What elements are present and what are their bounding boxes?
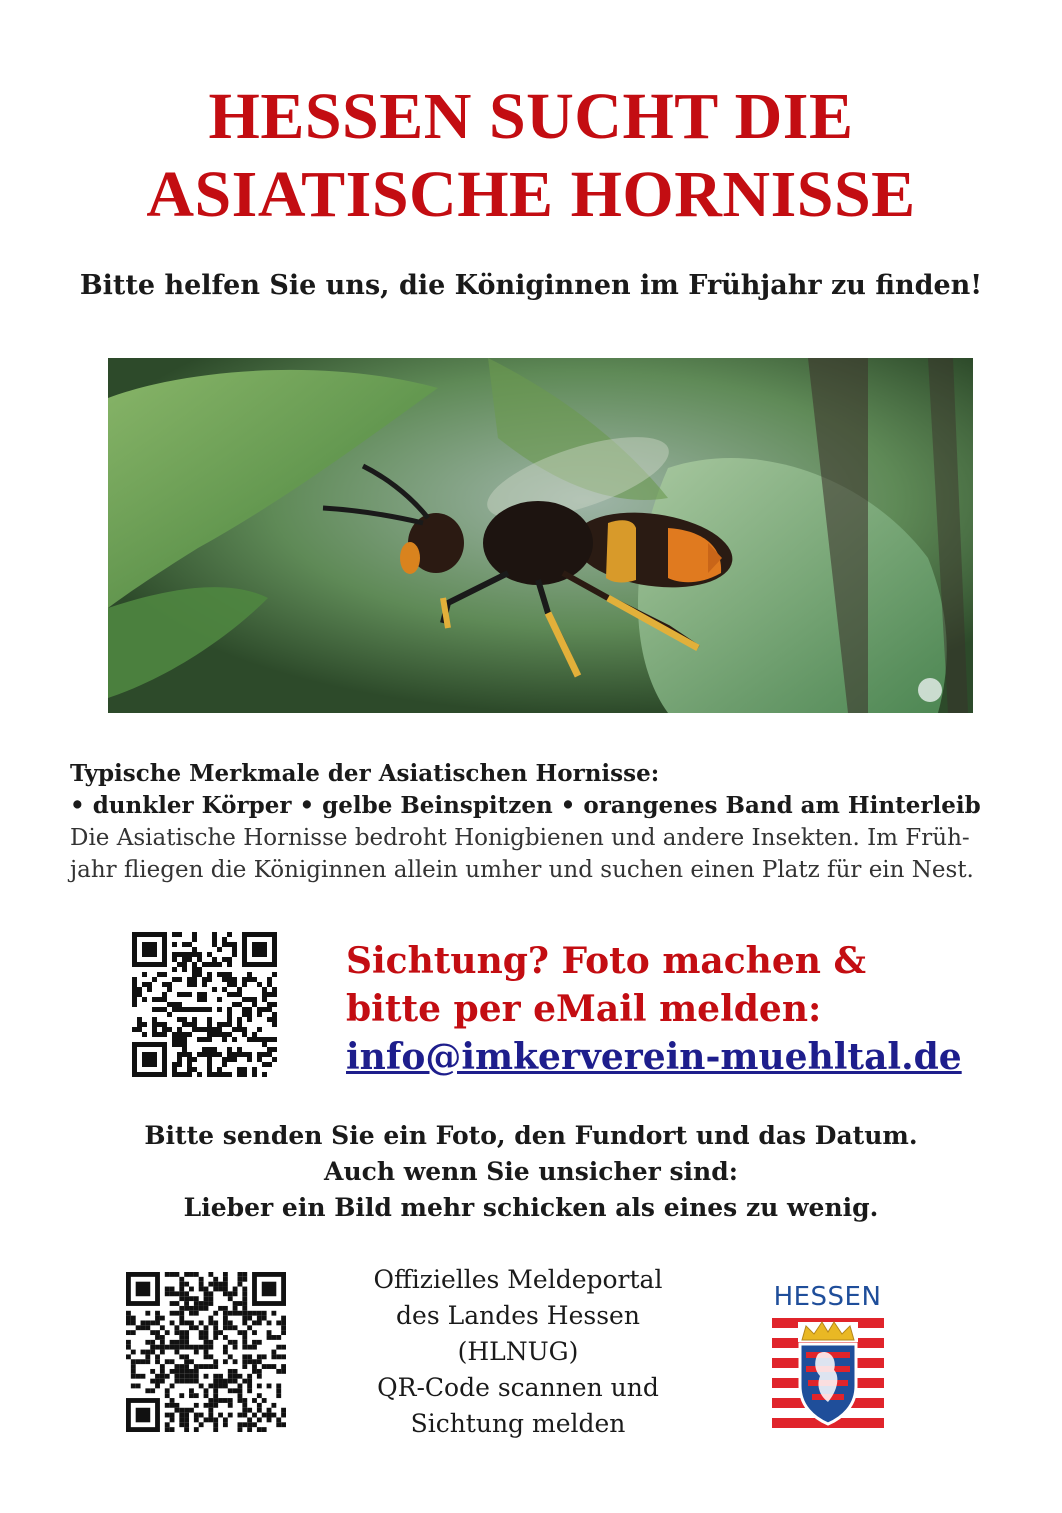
call-to-action [346,937,1026,1081]
features-traits: • dunkler Körper • gelbe Beinspitzen • orangenes Band am Hinterleib [70,792,981,819]
portal-line-4: QR-Code scannen und [377,1373,659,1402]
instructions-line-2: Auch wenn Sie unsicher sind: [324,1157,738,1186]
features-description-1: Die Asiatische Hornisse bedroht Honigbienen und andere Insekten. Im Früh- [70,825,970,851]
features-description-2: jahr fliegen die Königinnen allein umher und suchen einen Platz für ein Nest. [70,857,974,883]
instructions [0,1118,1062,1226]
features-section [70,758,1010,886]
subtitle: Bitte helfen Sie uns, die Königinnen im Frühjahr zu finden! [79,270,983,301]
hornet-photo [108,358,973,713]
portal-line-5: Sichtung melden [410,1409,626,1438]
features-heading: Typische Merkmale der Asiatischen Hornisse: [70,760,660,787]
page-title [0,78,1062,234]
instructions-line-3: Lieber ein Bild mehr schicken als eines zu wenig. [183,1193,879,1222]
title-line-1: HESSEN SUCHT DIE [208,80,854,153]
portal-line-3: (HLNUG) [457,1337,579,1366]
cta-line-2: bitte per eMail melden: [346,988,822,1030]
email-link[interactable]: info@imkerverein-muehltal.de [346,1036,962,1078]
cta-line-1: Sichtung? Foto machen & [346,940,866,982]
portal-line-2: des Landes Hessen [396,1301,640,1330]
hessen-logo-text: HESSEN [773,1282,882,1312]
qr-code-email[interactable] [132,932,277,1077]
portal-info [340,1262,696,1442]
hornet-illustration [108,358,973,713]
qr-code-portal[interactable] [126,1272,286,1432]
title-line-2: ASIATISCHE HORNISSE [146,158,916,231]
instructions-line-1: Bitte senden Sie ein Foto, den Fundort und das Datum. [144,1121,918,1150]
portal-line-1: Offizielles Meldeportal [373,1265,663,1294]
hessen-coat-of-arms-icon [772,1318,884,1430]
